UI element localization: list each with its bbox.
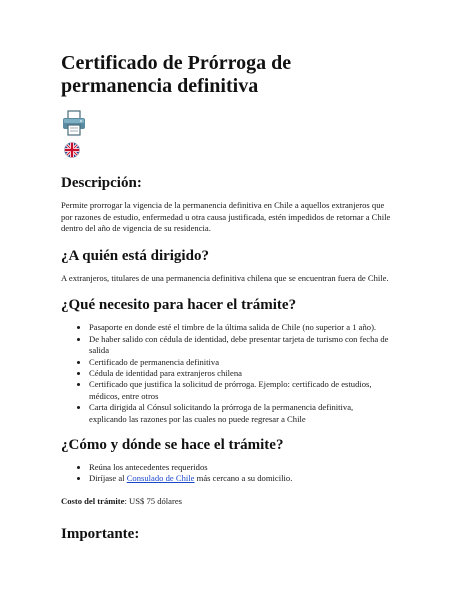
descripcion-text: Permite prorrogar la vigencia de la permanencia definitiva en Chile a aquellos extranjeros que por razones de estudio, enfermedad u otra causa justificada, estén impedidos de retornar a Chile dentro del año de vigencia de su residencia. <box>61 200 391 234</box>
uk-flag-icon[interactable] <box>64 142 80 158</box>
cost-label: Costo del trámite <box>61 495 125 506</box>
list-item: • Pasaporte en donde esté el timbre de la última salida de Chile (no superior a 1 año). <box>89 322 391 333</box>
steps-list <box>61 462 391 485</box>
step-suffix: más cercano a su domicilio. <box>194 473 293 484</box>
consulado-link[interactable]: Consulado de Chile <box>126 473 195 484</box>
section-heading-descripcion: Descripción: <box>61 175 142 191</box>
list-item: • Certificado de permanencia definitiva <box>89 357 391 368</box>
cost-line <box>61 496 391 508</box>
step-prefix: Diríjase al <box>89 473 127 484</box>
printer-icon[interactable] <box>61 110 87 136</box>
action-icons <box>61 110 391 160</box>
cost-value: : US$ 75 dólares <box>124 495 183 506</box>
list-item: • Certificado que justifica la solicitud de prórroga. Ejemplo: certificado de estudios, médicos, entre otros <box>89 379 391 402</box>
requirements-list <box>61 322 391 425</box>
page-title: Certificado de Prórroga de permanencia definitiva <box>61 52 292 97</box>
dirigido-text: A extranjeros, titulares de una permanencia definitiva chilena que se encuentran fuera de Chile. <box>61 272 389 283</box>
list-item: • De haber salido con cédula de identidad, debe presentar tarjeta de turismo con fecha de salida <box>89 334 391 357</box>
section-heading-importante: Importante: <box>61 526 140 543</box>
list-item <box>89 473 391 484</box>
list-item: • Carta dirigida al Cónsul solicitando la prórroga de la permanencia definitiva, explicando las razones por las cuales no puede regresar a Chile <box>89 402 391 425</box>
section-heading-como: ¿Cómo y dónde se hace el trámite? <box>61 437 284 454</box>
document-page <box>61 52 391 551</box>
section-heading-necesito: ¿Qué necesito para hacer el trámite? <box>61 297 297 314</box>
list-item: • Reúna los antecedentes requeridos <box>89 462 391 473</box>
list-item: • Cédula de identidad para extranjeros chilena <box>89 368 391 379</box>
section-heading-dirigido: ¿A quién está dirigido? <box>61 247 209 264</box>
